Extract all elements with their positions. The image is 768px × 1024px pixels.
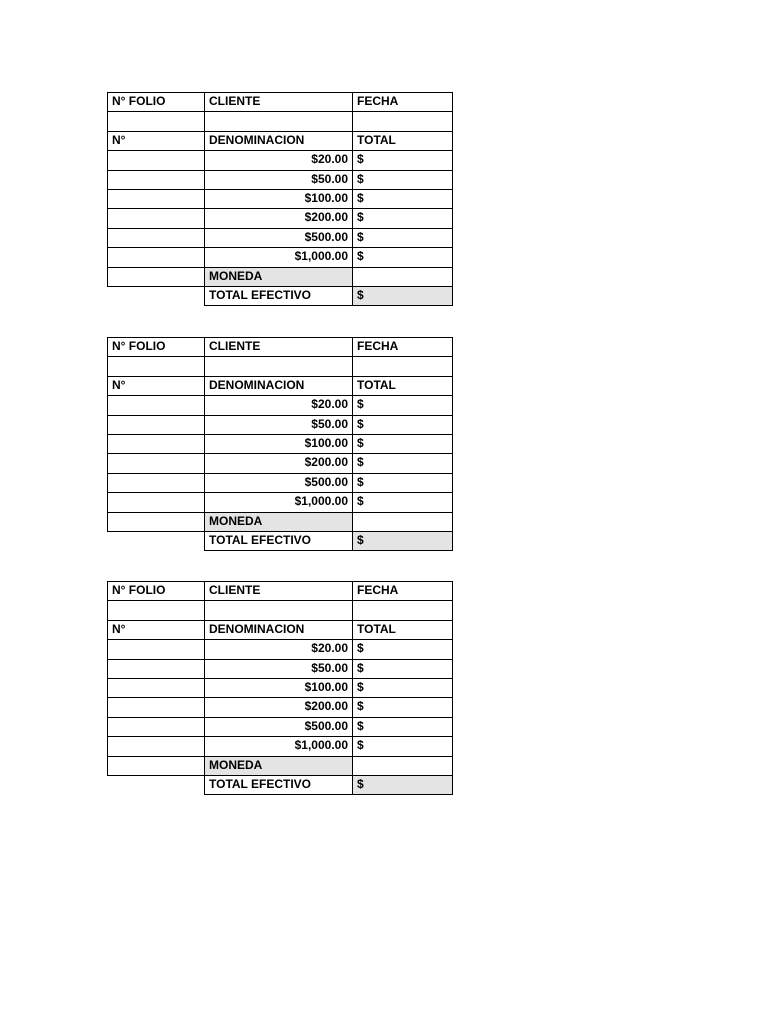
fecha-header: FECHA (352, 92, 453, 112)
denomination-total: $ (352, 189, 453, 209)
quantity-field[interactable] (107, 415, 205, 435)
quantity-field[interactable] (107, 150, 205, 170)
quantity-field[interactable] (107, 228, 205, 248)
quantity-field[interactable] (107, 189, 205, 209)
quantity-field[interactable] (107, 492, 205, 512)
total-header: TOTAL (352, 620, 453, 640)
total-efectivo-label: TOTAL EFECTIVO (204, 286, 353, 306)
numero-header: N° (107, 376, 205, 396)
denomination-value: $20.00 (204, 395, 353, 415)
quantity-field[interactable] (107, 639, 205, 659)
denominacion-header: DENOMINACION (204, 376, 353, 396)
denomination-value: $500.00 (204, 473, 353, 493)
cliente-field[interactable] (204, 356, 353, 376)
folio-field[interactable] (107, 111, 205, 131)
quantity-field[interactable] (107, 473, 205, 493)
fecha-header: FECHA (352, 581, 453, 601)
moneda-label: MONEDA (204, 267, 353, 287)
denomination-value: $200.00 (204, 453, 353, 473)
denomination-total: $ (352, 736, 453, 756)
denomination-value: $100.00 (204, 189, 353, 209)
folio-header: N° FOLIO (107, 581, 205, 601)
folio-header: N° FOLIO (107, 337, 205, 357)
cliente-field[interactable] (204, 600, 353, 620)
folio-header: N° FOLIO (107, 92, 205, 112)
denomination-total: $ (352, 228, 453, 248)
denomination-total: $ (352, 415, 453, 435)
quantity-field[interactable] (107, 434, 205, 454)
total-efectivo-value: $ (352, 531, 453, 551)
denomination-value: $1,000.00 (204, 247, 353, 267)
cliente-field[interactable] (204, 111, 353, 131)
denomination-value: $500.00 (204, 717, 353, 737)
moneda-quantity-field[interactable] (107, 512, 205, 532)
quantity-field[interactable] (107, 697, 205, 717)
denominacion-header: DENOMINACION (204, 131, 353, 151)
cliente-header: CLIENTE (204, 581, 353, 601)
cash-count-form (107, 337, 453, 551)
fecha-field[interactable] (352, 600, 453, 620)
denomination-total: $ (352, 247, 453, 267)
moneda-quantity-field[interactable] (107, 267, 205, 287)
quantity-field[interactable] (107, 659, 205, 679)
denomination-total: $ (352, 639, 453, 659)
moneda-label: MONEDA (204, 512, 353, 532)
quantity-field[interactable] (107, 678, 205, 698)
denomination-value: $200.00 (204, 208, 353, 228)
denomination-total: $ (352, 659, 453, 679)
moneda-total-field[interactable] (352, 512, 453, 532)
denomination-value: $20.00 (204, 639, 353, 659)
fecha-field[interactable] (352, 111, 453, 131)
denomination-total: $ (352, 717, 453, 737)
total-header: TOTAL (352, 131, 453, 151)
cash-count-form (107, 92, 453, 306)
quantity-field[interactable] (107, 395, 205, 415)
numero-header: N° (107, 131, 205, 151)
denomination-value: $1,000.00 (204, 736, 353, 756)
total-efectivo-label: TOTAL EFECTIVO (204, 531, 353, 551)
cliente-header: CLIENTE (204, 337, 353, 357)
denomination-total: $ (352, 150, 453, 170)
quantity-field[interactable] (107, 170, 205, 190)
denomination-total: $ (352, 208, 453, 228)
denomination-total: $ (352, 395, 453, 415)
moneda-quantity-field[interactable] (107, 756, 205, 776)
denomination-total: $ (352, 453, 453, 473)
denomination-value: $1,000.00 (204, 492, 353, 512)
denomination-value: $20.00 (204, 150, 353, 170)
quantity-field[interactable] (107, 208, 205, 228)
total-efectivo-value: $ (352, 775, 453, 795)
denomination-value: $50.00 (204, 415, 353, 435)
denominacion-header: DENOMINACION (204, 620, 353, 640)
denomination-value: $50.00 (204, 170, 353, 190)
denomination-total: $ (352, 170, 453, 190)
quantity-field[interactable] (107, 736, 205, 756)
denomination-value: $100.00 (204, 678, 353, 698)
total-efectivo-label: TOTAL EFECTIVO (204, 775, 353, 795)
denomination-value: $500.00 (204, 228, 353, 248)
total-header: TOTAL (352, 376, 453, 396)
denomination-total: $ (352, 434, 453, 454)
moneda-total-field[interactable] (352, 756, 453, 776)
fecha-header: FECHA (352, 337, 453, 357)
denomination-value: $100.00 (204, 434, 353, 454)
quantity-field[interactable] (107, 247, 205, 267)
quantity-field[interactable] (107, 453, 205, 473)
denomination-total: $ (352, 492, 453, 512)
quantity-field[interactable] (107, 717, 205, 737)
folio-field[interactable] (107, 356, 205, 376)
folio-field[interactable] (107, 600, 205, 620)
denomination-value: $50.00 (204, 659, 353, 679)
cash-count-form (107, 581, 453, 795)
total-efectivo-value: $ (352, 286, 453, 306)
fecha-field[interactable] (352, 356, 453, 376)
cliente-header: CLIENTE (204, 92, 353, 112)
moneda-total-field[interactable] (352, 267, 453, 287)
denomination-total: $ (352, 473, 453, 493)
denomination-value: $200.00 (204, 697, 353, 717)
denomination-total: $ (352, 697, 453, 717)
denomination-total: $ (352, 678, 453, 698)
numero-header: N° (107, 620, 205, 640)
moneda-label: MONEDA (204, 756, 353, 776)
